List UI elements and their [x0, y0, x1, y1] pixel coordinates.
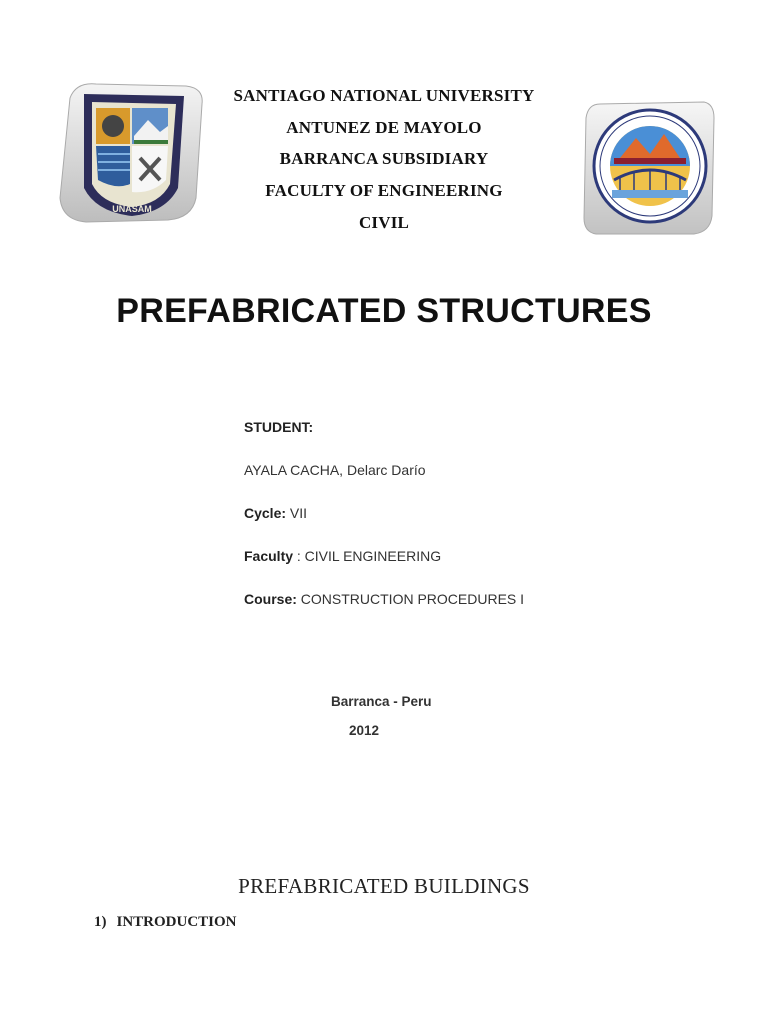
section-item-introduction: [94, 914, 237, 931]
cycle-value: VII: [286, 505, 308, 521]
faculty-label: Faculty: [244, 548, 294, 564]
location: Barranca - Peru: [331, 694, 432, 709]
item-number: 1): [94, 914, 107, 930]
cycle-label: Cycle:: [244, 505, 287, 521]
header-civil: CIVIL: [358, 213, 410, 232]
header-subsidiary: BARRANCA SUBSIDIARY: [279, 149, 489, 168]
faculty-field: [244, 548, 441, 564]
student-heading-label: STUDENT:: [244, 419, 314, 435]
header-university-name: SANTIAGO NATIONAL UNIVERSITY: [233, 86, 535, 105]
cycle-field: [244, 505, 307, 521]
header-university-subtitle: ANTUNEZ DE MAYOLO: [286, 118, 482, 137]
seal-text: UNASAM: [112, 204, 152, 214]
document-title: PREFABRICATED STRUCTURES: [116, 292, 652, 330]
faculty-value: : CIVIL ENGINEERING: [293, 548, 442, 564]
year: 2012: [349, 723, 380, 738]
student-name: AYALA CACHA, Delarc Darío: [244, 462, 426, 478]
course-field: [244, 591, 524, 607]
student-heading: [244, 419, 313, 435]
header-faculty: FACULTY OF ENGINEERING: [265, 181, 503, 200]
course-label: Course:: [244, 591, 297, 607]
item-label: INTRODUCTION: [116, 914, 237, 930]
course-value: CONSTRUCTION PROCEDURES I: [296, 591, 525, 607]
section-title: PREFABRICATED BUILDINGS: [238, 874, 530, 898]
